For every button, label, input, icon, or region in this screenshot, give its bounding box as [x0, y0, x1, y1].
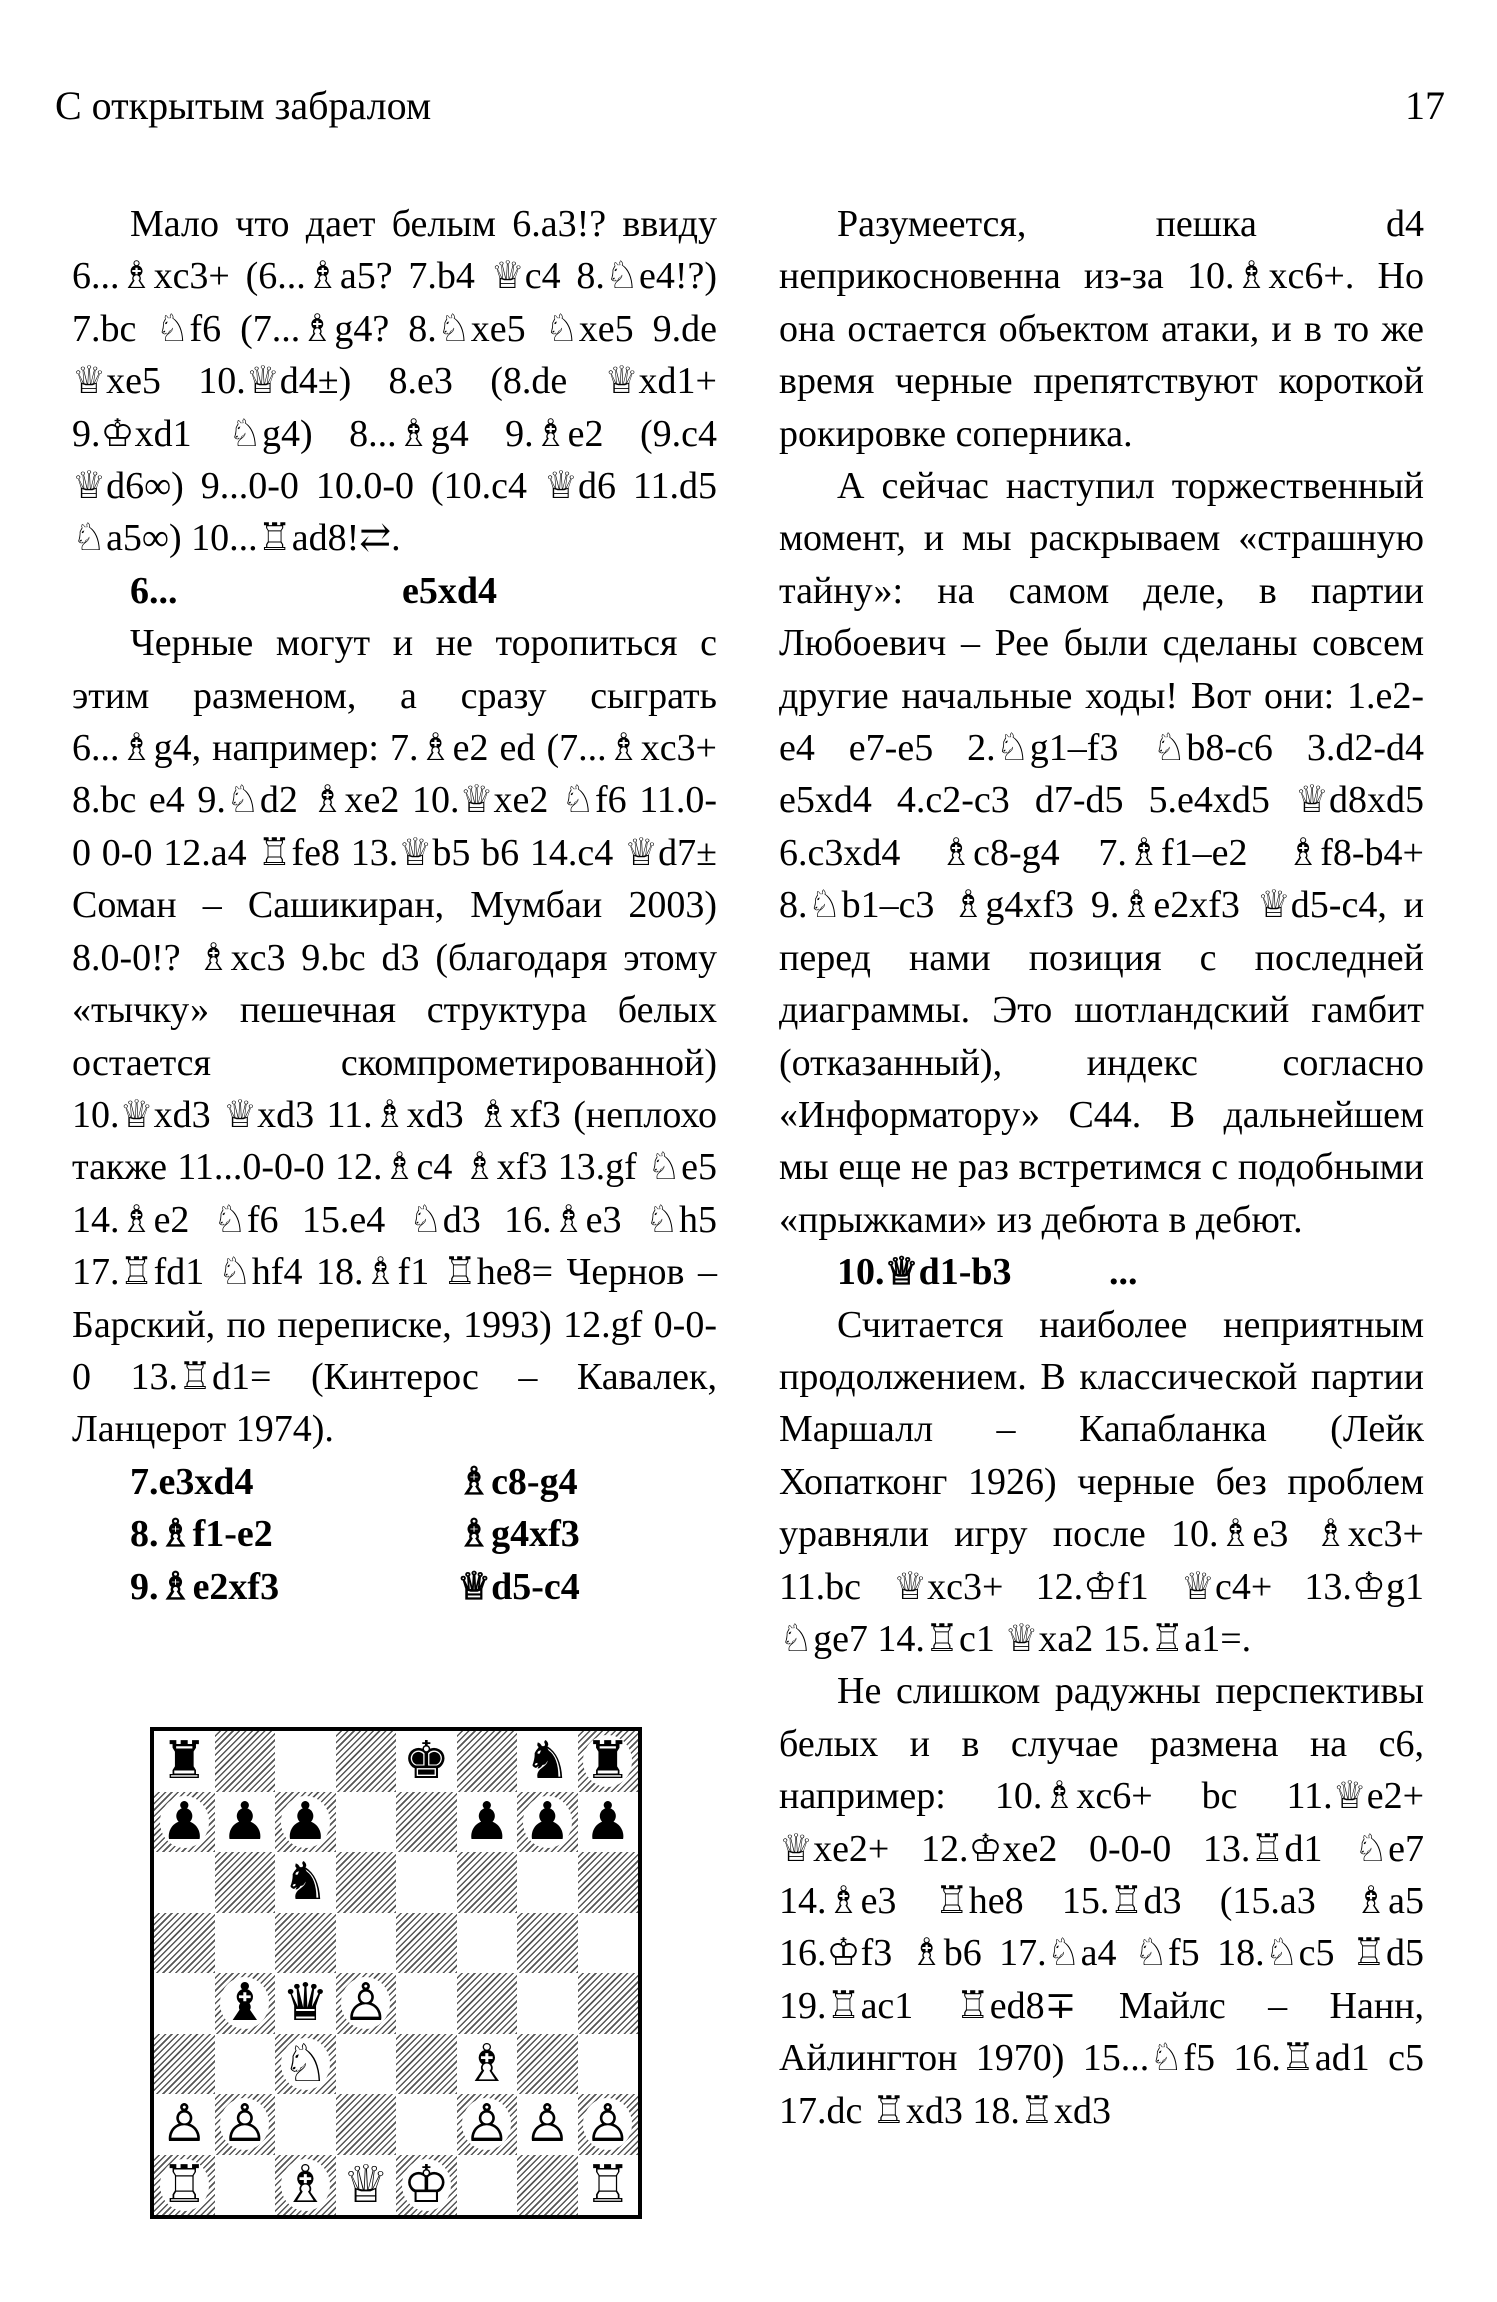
chess-piece-icon: ♙	[221, 2094, 269, 2155]
board-square	[396, 1731, 457, 1792]
chess-piece-icon: ♔	[402, 2154, 450, 2215]
moves-table	[72, 1456, 717, 1613]
board-square	[215, 1852, 276, 1913]
chess-piece-icon: ♕	[342, 2154, 390, 2215]
chess-piece-icon: ♙	[463, 2094, 511, 2155]
board-square	[517, 1852, 578, 1913]
chess-piece-icon: ♚	[402, 1731, 450, 1792]
board-square	[457, 1731, 518, 1792]
move-number: 6...	[130, 569, 178, 612]
board-square	[215, 1973, 276, 2034]
move-text: e5xd4	[402, 569, 497, 612]
white-move: 9.♗e2xf3	[130, 1565, 280, 1608]
move-text: ...	[1109, 1251, 1138, 1294]
board-square	[154, 1973, 215, 2034]
board-square	[336, 1913, 397, 1974]
board-square	[578, 2155, 639, 2216]
paragraph: Черные могут и не торопиться с этим разменом, а сразу сыграть 6...♗g4, например: 7.♗e2 ed (7...♗xc3+ 8.bc e4 9.♘d2 ♗xe2 10.♕xe2 ♘f6 11.0-0 0-0 12.a4 ♖fe8 13.♕b5 b6 14.c4 ♕d7± Соман – Сашикиран, Мумбаи 2003) 8.0-0!? ♗xc3 9.bc d3 (благодаря этому «тычку» пешечная структура белых остается скомпрометированной) 10.♕xd3 ♕xd3 11.♗xd3 ♗xf3 (неплохо также 11...0-0-0 12.♗c4 ♗xf3 13.gf ♘e5 14.♗e2 ♘f6 15.e4 ♘d3 16.♗e3 ♘h5 17.♖fd1 ♘hf4 18.♗f1 ♖he8= Чернов – Барский, по переписке, 1993) 12.gf 0-0-0 13.♖d1= (Кинтерос – Кавалек, Ланцерот 1974).	[72, 622, 717, 1451]
board-square	[275, 1852, 336, 1913]
board-square	[578, 1913, 639, 1974]
chess-piece-icon: ♟	[584, 1791, 632, 1852]
white-move: 8.♗f1-e2	[130, 1513, 273, 1556]
white-move: 7.e3xd4	[130, 1460, 254, 1503]
chess-piece-icon: ♗	[281, 2154, 329, 2215]
board-square	[517, 2155, 578, 2216]
board-square	[275, 1973, 336, 2034]
board-square	[215, 2094, 276, 2155]
move-number: 10.♕d1-b3	[837, 1251, 1012, 1294]
paragraph: А сейчас наступил торжественный момент, и мы раскрываем «страшную тайну»: на самом деле, в партии Любоевич – Рее были сделаны совсем другие начальные ходы! Вот они: 1.e2-e4 e7-e5 2.♘g1–f3 ♘b8-c6 3.d2-d4 e5xd4 4.c2-c3 d7-d5 5.e4xd5 ♕d8xd5 6.c3xd4 ♗c8-g4 7.♗f1–e2 ♗f8-b4+ 8.♘b1–c3 ♗g4xf3 9.♗e2xf3 ♕d5-c4, и перед нами позиция с последней диаграммы. Это шотландский гамбит (отказанный), индекс согласно «Информатору» C44. В дальнейшем мы еще не раз встретимся с подобными «прыжками» из дебюта в дебют.	[779, 465, 1424, 1241]
board-square	[578, 1792, 639, 1853]
chapter-title: С открытым забралом	[55, 83, 432, 128]
board-square	[517, 1731, 578, 1792]
board-square	[396, 2155, 457, 2216]
board-square	[396, 1852, 457, 1913]
chess-piece-icon: ♟	[160, 1791, 208, 1852]
board-square	[336, 2094, 397, 2155]
chess-piece-icon: ♝	[221, 1973, 269, 2034]
paragraph: Считается наиболее неприятным продолжением. В классической партии Маршалл – Капабланка (Лейк Хопатконг 1926) черные без проблем уравняли игру после 10.♗e3 ♗xc3+ 11.bc ♕xc3+ 12.♔f1 ♕c4+ 13.♔g1 ♘ge7 14.♖c1 ♕xa2 15.♖a1=.	[779, 1303, 1424, 1660]
board-square	[275, 2034, 336, 2095]
board-square	[275, 1792, 336, 1853]
board-square	[154, 2034, 215, 2095]
chess-piece-icon: ♘	[281, 2033, 329, 2094]
board-square	[154, 1913, 215, 1974]
board-square	[457, 2034, 518, 2095]
chess-piece-icon: ♖	[160, 2154, 208, 2215]
board-square	[275, 1913, 336, 1974]
chess-diagram	[150, 1727, 642, 2219]
board-square	[215, 2034, 276, 2095]
chess-piece-icon: ♙	[342, 1973, 390, 2034]
left-column	[72, 198, 717, 1613]
board-square	[457, 2155, 518, 2216]
board-square	[336, 1852, 397, 1913]
black-move: ♗g4xf3	[457, 1513, 580, 1556]
paragraph: Не слишком радужны перспективы белых и в случае размена на c6, например: 10.♗xc6+ bc 11.♕e2+ ♕xe2+ 12.♔xe2 0-0-0 13.♖d1 ♘e7 14.♗e3 ♖he8 15.♖d3 (15.a3 ♗a5 16.♔f3 ♗b6 17.♘a4 ♘f5 18.♘c5 ♖d5 19.♖ac1 ♖ed8∓ Майлс – Нанн, Айлингтон 1970) 15...♘f5 16.♖ad1 c5 17.dc ♖xd3 18.♖xd3	[779, 1670, 1424, 2132]
board-square	[336, 2034, 397, 2095]
board-square	[336, 2155, 397, 2216]
chess-piece-icon: ♖	[584, 2154, 632, 2215]
board-square	[578, 2094, 639, 2155]
chess-piece-icon: ♗	[463, 2033, 511, 2094]
board-square	[578, 1731, 639, 1792]
board-square	[517, 2094, 578, 2155]
board-square	[396, 1913, 457, 1974]
move-line	[779, 1246, 1424, 1298]
board-square	[154, 2155, 215, 2216]
move-row	[72, 1561, 717, 1613]
board-square	[578, 1973, 639, 2034]
chess-board	[154, 1731, 638, 2215]
page-number: 17	[1405, 83, 1445, 128]
right-column	[779, 198, 1424, 2137]
board-square	[396, 2034, 457, 2095]
move-row	[72, 1508, 717, 1560]
board-square	[154, 2094, 215, 2155]
running-header	[55, 80, 1445, 132]
chess-piece-icon: ♞	[281, 1852, 329, 1913]
board-square	[154, 1731, 215, 1792]
board-square	[396, 1792, 457, 1853]
board-square	[578, 1852, 639, 1913]
board-square	[396, 1973, 457, 2034]
chess-piece-icon: ♟	[523, 1791, 571, 1852]
board-square	[457, 1973, 518, 2034]
board-square	[517, 1792, 578, 1853]
chess-piece-icon: ♟	[281, 1791, 329, 1852]
board-square	[396, 2094, 457, 2155]
board-square	[336, 1792, 397, 1853]
board-square	[154, 1792, 215, 1853]
chess-piece-icon: ♞	[523, 1731, 571, 1792]
chess-piece-icon: ♟	[463, 1791, 511, 1852]
move-line	[72, 565, 717, 617]
board-square	[578, 2034, 639, 2095]
move-row	[72, 1456, 717, 1508]
board-square	[517, 1973, 578, 2034]
board-square	[215, 1792, 276, 1853]
board-square	[215, 1731, 276, 1792]
board-square	[457, 1852, 518, 1913]
board-square	[275, 2094, 336, 2155]
chess-piece-icon: ♟	[221, 1791, 269, 1852]
board-square	[275, 1731, 336, 1792]
board-square	[215, 1913, 276, 1974]
chess-piece-icon: ♜	[160, 1731, 208, 1792]
black-move: ♗c8-g4	[457, 1460, 578, 1503]
board-square	[517, 2034, 578, 2095]
board-square	[336, 1973, 397, 2034]
chess-piece-icon: ♙	[584, 2094, 632, 2155]
chess-piece-icon: ♙	[523, 2094, 571, 2155]
board-square	[457, 1792, 518, 1853]
chess-piece-icon: ♛	[281, 1973, 329, 2034]
board-square	[215, 2155, 276, 2216]
board-square	[517, 1913, 578, 1974]
board-square	[457, 1913, 518, 1974]
board-square	[336, 1731, 397, 1792]
chess-piece-icon: ♙	[160, 2094, 208, 2155]
paragraph: Мало что дает белым 6.a3!? ввиду 6...♗xc3+ (6...♗a5? 7.b4 ♕c4 8.♘e4!?) 7.bc ♘f6 (7...♗g4? 8.♘xe5 ♘xe5 9.de ♕xe5 10.♕d4±) 8.e3 (8.de ♕xd1+ 9.♔xd1 ♘g4) 8...♗g4 9.♗e2 (9.c4 ♕d6∞) 9...0-0 10.0-0 (10.c4 ♕d6 11.d5 ♘a5∞) 10...♖ad8!⇄.	[72, 203, 717, 560]
black-move: ♕d5-c4	[457, 1565, 580, 1608]
chess-piece-icon: ♜	[584, 1731, 632, 1792]
paragraph: Разумеется, пешка d4 неприкосновенна из-за 10.♗xc6+. Но она остается объектом атаки, и в то же время черные препятствуют короткой рокировке соперника.	[779, 203, 1424, 455]
board-square	[154, 1852, 215, 1913]
board-square	[275, 2155, 336, 2216]
board-square	[457, 2094, 518, 2155]
